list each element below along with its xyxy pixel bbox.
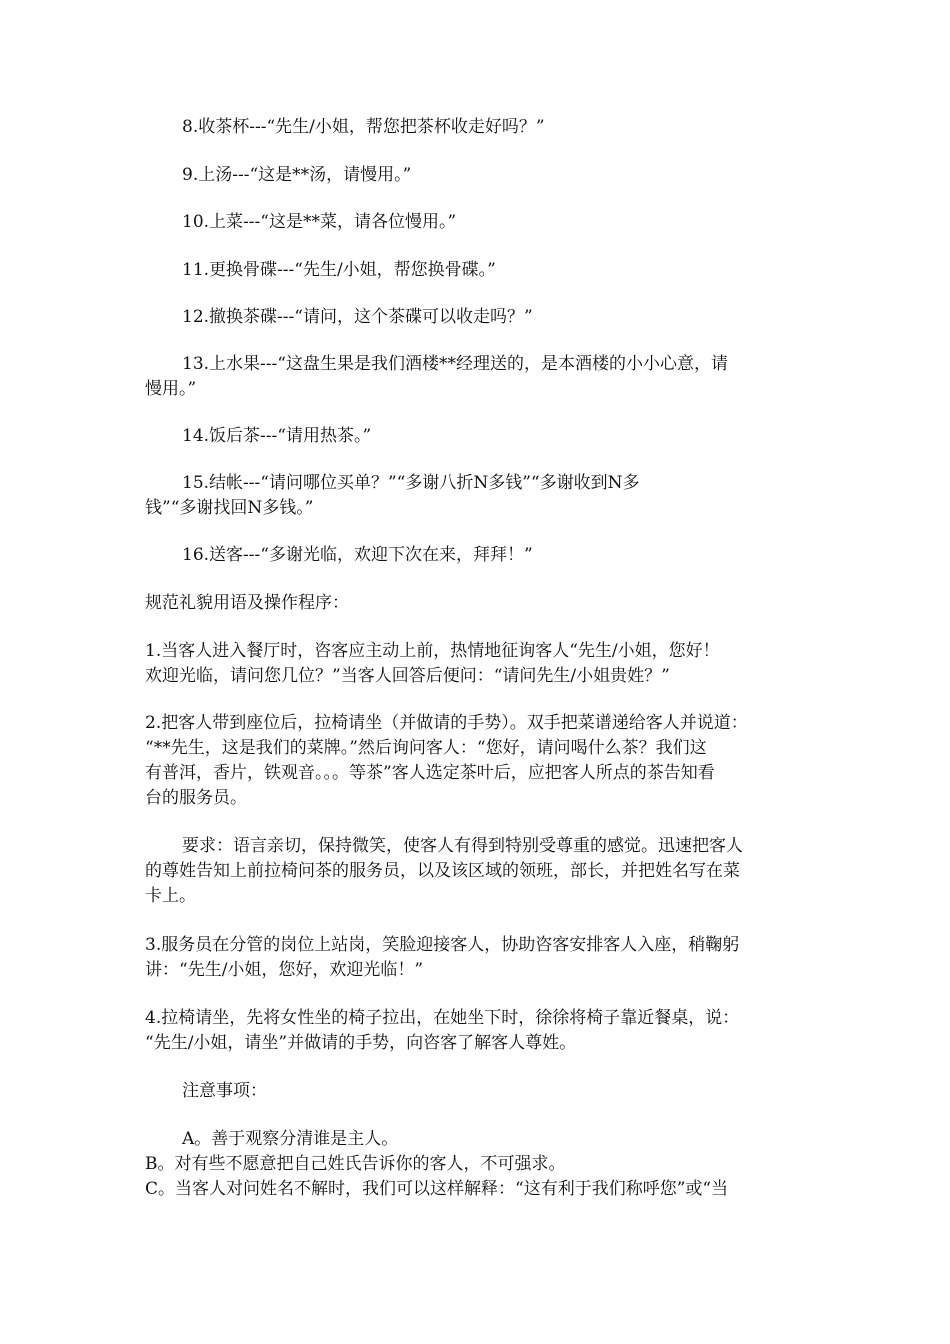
requirement-line3: 卡上。	[145, 886, 196, 906]
procedure-3-line2: 讲：“先生/小姐，您好，欢迎光临！”	[145, 960, 424, 980]
item-9: 9.上汤---“这是**汤，请慢用。”	[182, 165, 412, 185]
notes-title: 注意事项：	[182, 1081, 267, 1101]
procedure-2-line2: “**先生，这是我们的菜牌。”然后询问客人：“您好，请问喝什么茶？我们这	[145, 738, 707, 758]
item-8: 8.收茶杯---“先生/小姐，帮您把茶杯收走好吗？”	[182, 117, 545, 137]
section-title: 规范礼貌用语及操作程序：	[145, 593, 349, 613]
item-14: 14.饭后茶---“请用热茶。”	[182, 426, 372, 446]
procedure-1-line1: 1.当客人进入餐厅时，咨客应主动上前，热情地征询客人“先生/小姐，您好！	[145, 641, 720, 661]
item-13-line1: 13.上水果---“这盘生果是我们酒楼**经理送的，是本酒楼的小小心意，请	[182, 354, 728, 374]
item-10: 10.上菜---“这是**菜，请各位慢用。”	[182, 212, 457, 232]
procedure-2-line3: 有普洱，香片，铁观音。。。等茶”客人选定茶叶后，应把客人所点的茶告知看	[145, 763, 715, 783]
requirement-line2: 的尊姓告知上前拉椅问茶的服务员，以及该区域的领班，部长，并把姓名写在菜	[145, 861, 740, 881]
note-b: B。对有些不愿意把自己姓氏告诉你的客人，不可强求。	[145, 1154, 566, 1174]
procedure-4-line2: “先生/小姐，请坐”并做请的手势，向咨客了解客人尊姓。	[145, 1033, 577, 1053]
item-15-line2: 钱”“多谢找回N多钱。”	[145, 498, 314, 518]
item-16: 16.送客---“多谢光临，欢迎下次在来，拜拜！”	[182, 545, 533, 565]
note-a: A。善于观察分清谁是主人。	[182, 1129, 399, 1149]
item-13-line2: 慢用。”	[145, 379, 197, 399]
procedure-2-line4: 台的服务员。	[145, 788, 247, 808]
note-c: C。当客人对问姓名不解时，我们可以这样解释：“这有利于我们称呼您”或“当	[145, 1179, 729, 1199]
item-15-line1: 15.结帐---“请问哪位买单？”“多谢八折N多钱”“多谢收到N多	[182, 473, 640, 493]
procedure-3-line1: 3.服务员在分管的岗位上站岗，笑脸迎接客人，协助咨客安排客人入座，稍鞠躬	[145, 935, 740, 955]
item-11: 11.更换骨碟---“先生/小姐，帮您换骨碟。”	[182, 260, 496, 280]
item-12: 12.撤换茶碟---“请问，这个茶碟可以收走吗？”	[182, 307, 533, 327]
requirement-line1: 要求：语言亲切，保持微笑，使客人有得到特别受尊重的感觉。迅速把客人	[182, 836, 743, 856]
procedure-4-line1: 4.拉椅请坐，先将女性坐的椅子拉出，在她坐下时，徐徐将椅子靠近餐桌，说：	[145, 1008, 740, 1028]
procedure-2-line1: 2.把客人带到座位后，拉椅请坐（并做请的手势）。双手把菜谱递给客人并说道：	[145, 713, 748, 733]
procedure-1-line2: 欢迎光临，请问您几位？”当客人回答后便问：“请问先生/小姐贵姓？”	[145, 666, 670, 686]
